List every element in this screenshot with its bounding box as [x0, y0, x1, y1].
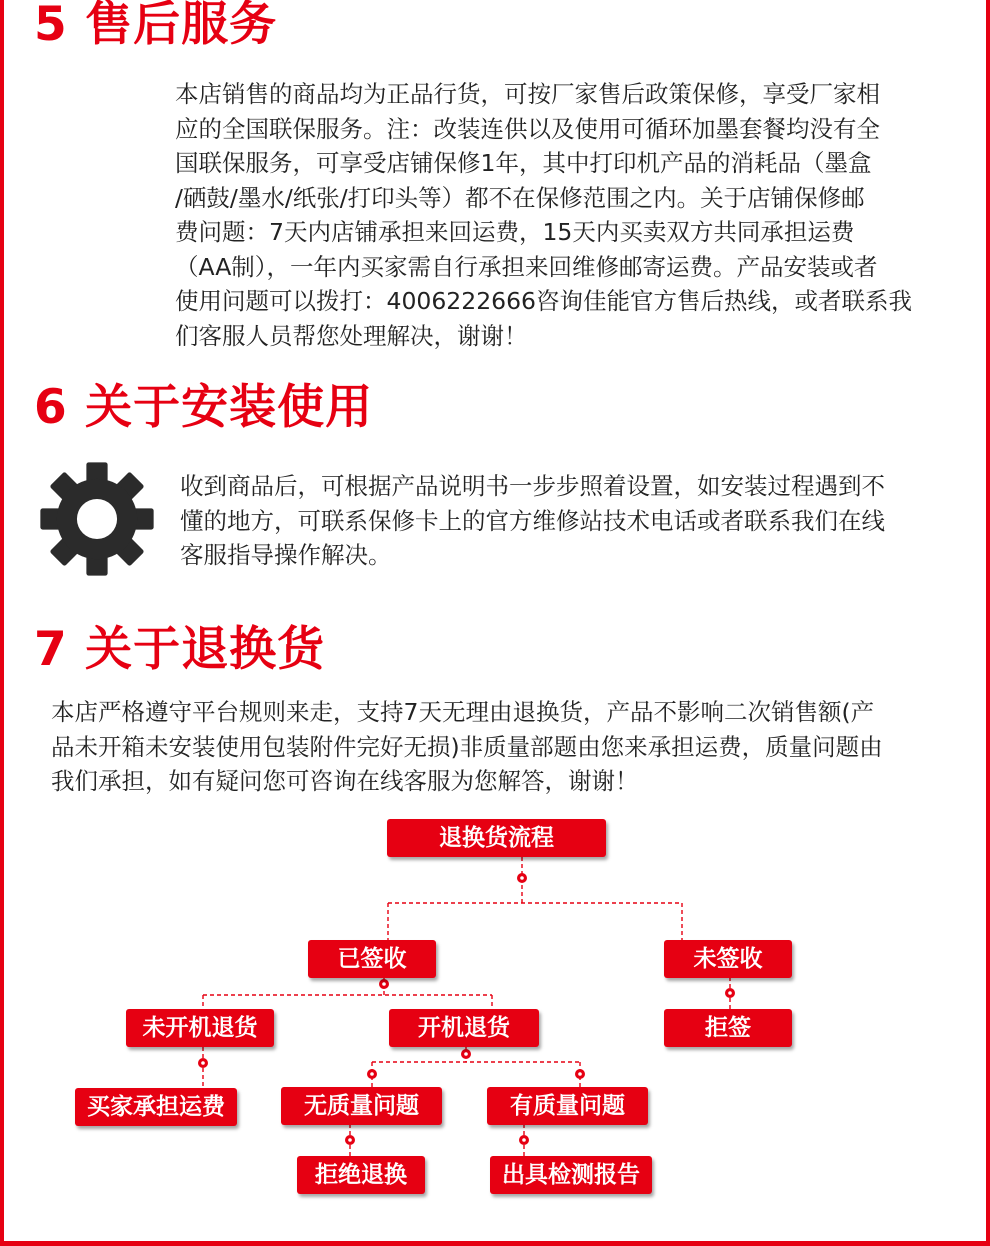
section-5-text — [175, 77, 912, 353]
flow-issue-report-box: 出具检测报告 — [490, 1156, 652, 1194]
text-line: 费问题：7天内店铺承担来回运费，15天内买卖双方共同承担运费 — [175, 218, 855, 246]
flow-quality-issue-box: 有质量问题 — [487, 1087, 648, 1125]
section-5-heading: 5 售后服务 — [34, 0, 278, 52]
text-line: 懂的地方，可联系保修卡上的官方维修站技术电话或者联系我们在线 — [180, 506, 885, 535]
text-line: （AA制），一年内买家需自行承担来回维修邮寄运费。产品安装或者 — [175, 252, 878, 281]
text-line: 本店严格遵守平台规则来走，支持7天无理由退换货，产品不影响二次销售额(产 — [51, 698, 875, 726]
text-line: 品未开箱未安装使用包装附件完好无损)非质量部题由您来承担运费，质量问题由 — [51, 732, 883, 761]
gear-icon — [38, 460, 156, 578]
flow-root-box: 退换货流程 — [387, 819, 606, 857]
flow-refuse-exchange-box: 拒绝退换 — [297, 1156, 425, 1194]
section-6-text — [180, 469, 885, 573]
flow-powered-return-box: 开机退货 — [389, 1009, 539, 1047]
flow-signed-box: 已签收 — [308, 940, 436, 978]
flow-refuse-sign-box: 拒签 — [664, 1009, 792, 1047]
flow-not-powered-return-box: 未开机退货 — [126, 1009, 274, 1047]
text-line: 应的全国联保服务。注：改装连供以及使用可循环加墨套餐均没有全 — [175, 114, 880, 143]
text-line: 使用问题可以拨打：4006222666咨询佳能官方售后热线，或者联系我 — [175, 287, 913, 315]
text-line: 收到商品后，可根据产品说明书一步步照着设置，如安装过程遇到不 — [180, 472, 885, 500]
text-line: /硒鼓/墨水/纸张/打印头等）都不在保修范围之内。关于店铺保修邮 — [175, 183, 865, 212]
text-line: 们客服人员帮您处理解决，谢谢！ — [175, 321, 528, 350]
section-7-text — [51, 695, 883, 799]
text-line: 客服指导操作解决。 — [180, 541, 392, 569]
text-line: 国联保服务，可享受店铺保修1年，其中打印机产品的消耗品（墨盒 — [175, 149, 872, 177]
flow-unsigned-box: 未签收 — [664, 940, 792, 978]
section-7-heading: 7 关于退换货 — [34, 622, 326, 677]
text-line: 本店销售的商品均为正品行货，可按厂家售后政策保修，享受厂家相 — [175, 80, 880, 108]
flow-no-quality-issue-box: 无质量问题 — [281, 1087, 442, 1125]
flow-buyer-pays-box: 买家承担运费 — [75, 1088, 237, 1126]
section-6-heading: 6 关于安装使用 — [34, 380, 374, 435]
text-line: 我们承担，如有疑问您可咨询在线客服为您解答，谢谢！ — [51, 767, 639, 795]
